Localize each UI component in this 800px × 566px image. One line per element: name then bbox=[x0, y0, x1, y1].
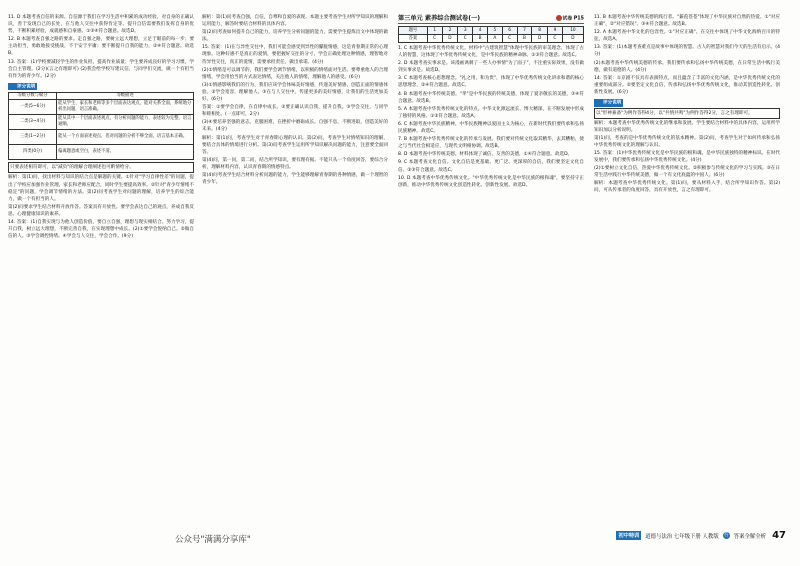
explanation-9: 9. C 本题考查文化自信。文化自信是更基础、更广泛、更深厚的自信，我们要坚定文化自信。②③符合题意。故选C。 bbox=[398, 160, 584, 173]
answer-15-part3: (3)①情感影响我们的行为，我们应该学会体味美好情感，传递美好情感，创造正面的情感体验。②学会宽容，理解他人。③在与人交往中，传递更多的美好情感，让我们的生活更加美好。(6分) bbox=[202, 82, 388, 103]
explanation-2: 2. D 本题考查实事求是。该漫画讽刺了一些人办事情"为了面子"，不注重实际效果，没有做到实事求是。故选D。 bbox=[398, 61, 584, 74]
explanation-13-part2: (2)本题考查中华传统美德的传承。我们要传承和弘扬中华传统美德，在日常生活中践行美德，做有道德的人。(4分) bbox=[594, 60, 780, 73]
column-1 bbox=[8, 14, 194, 484]
explanation-11: 11. B 本题考查中华传统美德的践行者。"蒹葭苍苍"体现了中华民族对自然的热爱。①"对应正确"，②"对应错误"。③④符合题意。故选B。 bbox=[594, 15, 780, 28]
unit-title: 第三单元 素养综合测试卷(一) bbox=[398, 15, 481, 22]
column-2 bbox=[202, 14, 388, 534]
answer-key-row bbox=[399, 35, 584, 43]
answer-15: 15. 答案：(1)在与异性交往中，我们可能会感受到异性的朦胧情感，这是青春期正常的心理现象。这种好感不是真正的爱情，要把握好交往的分寸，学会正确处理这种情感，理智地对待异性交往，真正的爱情，需要承担责任，做出承诺。(4分) bbox=[202, 45, 388, 65]
key-cell: B bbox=[517, 35, 532, 43]
key-cell: B bbox=[473, 35, 488, 43]
answer-15: 15. 答案：(1)中华优秀传统文化是中华民族的根和魂，是中华民族独特的精神标识。在时代发展中，我们要传承和弘扬中华优秀传统文化。(4分) bbox=[594, 151, 780, 164]
rubric-desc: 偏离题意或空白，表述不清。 bbox=[57, 145, 194, 160]
subject-label: 道德与法治 七年级下册 人教版 bbox=[645, 533, 719, 540]
key-cell: 5 bbox=[487, 27, 502, 35]
key-cell: 题号 bbox=[399, 27, 428, 35]
scoring-tag: 评分说明 bbox=[594, 99, 623, 107]
key-cell: 4 bbox=[473, 27, 488, 35]
column-3 bbox=[398, 14, 584, 534]
rubric-row bbox=[9, 145, 194, 160]
scoring-note: 只要表述相符即可，以"减负"的理解合理阐述也可酌情给分。 bbox=[8, 162, 194, 173]
explanation-10: 10. D 本题考查中华优秀传统文化。"中华优秀传统文化是中华民族的根和魂"，要坚持守正创新，推动中华优秀传统文化创造性转化、创新性发展。故选D。 bbox=[398, 175, 584, 188]
column-4 bbox=[594, 14, 780, 534]
unit-page-ref: 试卷 P15 bbox=[555, 15, 584, 23]
explanation-5: 5. A 本题考查中华优秀传统文化的特点。中华文化源远流长、博大精深，在不断发展中形成了独特的风格。①②符合题意。故选A。 bbox=[398, 106, 584, 119]
key-cell: 6 bbox=[502, 27, 517, 35]
rubric-level: 三类(1~2分) bbox=[9, 130, 57, 145]
key-cell: 3 bbox=[458, 27, 473, 35]
analysis-14-part2: 第(1)问，考查的是中华优秀传统文化的基本精神。第(2)问，考查学生对于如何传承和弘扬中华优秀传统文化的理解与认识。 bbox=[594, 135, 780, 148]
rubric-level: 四类(0分) bbox=[9, 145, 57, 160]
analysis-15-part3: 第(4)问考查学生结合材料分析问题的能力，学生能够理解青春期的各种情感，做一个理智的青少年。 bbox=[202, 172, 388, 186]
answer-15-part4: 答案：①要学会自律，在自律中成长。②要正确认识自我，提升自我。③学会交往，与同学和睦相处。(一点即可，2分) bbox=[202, 105, 388, 118]
explanation-1: 1. C 本题考查中华优秀传统文化。材料中"古建筑智慧"体现中华民族的审美理念，体现了古人的智慧，这体现了中华优秀传统文化，是中华民族的精神命脉。①③符合题意。故选C。 bbox=[398, 46, 584, 59]
rubric-table bbox=[8, 92, 194, 160]
explanation-4: 4. B 本题考查中华传统美德。"孝"是中华民族的传统美德，体现了爱亲敬长的美德，③④符合题意。故选B。 bbox=[398, 91, 584, 104]
page-dot-icon bbox=[556, 15, 562, 21]
book-label: 答案全解全析 bbox=[733, 533, 767, 540]
answer-13: 13. 答案：(1)学校要减轻学生的作业负担，提高作业质量；学生要养成良好的学习习惯，学会自主管理。(2分)(言之有理即可) (2)我会给学校写建议信，与同学们交流，做一个有担当有作为的青少年。(2分) bbox=[8, 59, 194, 79]
rubric-header-row bbox=[9, 93, 194, 100]
analysis-15: 解析：本题考查中华优秀传统文化。第(1)问，要从材料入手，结合所学知识作答。第(2)问，可从传承者的角度回答，具有开放性，言之有理即可。 bbox=[594, 181, 780, 194]
answer-14: 14. 答案：(1)自我实现与为他人创造价值，要自立自强，理想与现实相结合。努力学习，提升自我，树立远大理想，不断完善自我，在实现理想中成长。(2)①要学会悦纳自己。②做自信的人。③学会调控情绪。④学会与人交往，学会合作。(9分) bbox=[8, 220, 194, 240]
scoring-tag: 评分说明 bbox=[8, 83, 37, 91]
answer-icon: 答 bbox=[723, 532, 729, 538]
explanation-3: 3. C 本题考查核心思想理念。"礼之用，和为贵"，体现了中华优秀传统文化讲求和谐的核心思想理念，②④符合题意。故选C。 bbox=[398, 76, 584, 89]
analysis-13: 解析：第(1)问，找出材料与知识的结合点是解题的关键。①针对"学习自律性差"的问题，提出了学校应加强作业管理，家长和老师应配合，同时学生要提高效率。②针对"青少年情绪不稳定"的问题，学会调节情绪的方法。第(2)问考查学生对问题的理解，培养学生的综合能力，做一个有担当的人。 bbox=[8, 175, 194, 202]
answer-11: 11. D 本题考查自信的来源。自信源于我们在学习生活中积累的成功经验，对自身的正确认识，善于发现自己的长处，在与他人交往中获得肯定等。提升自信需要我们发挥自身的优势，不断积累经验，成就感和自豪感。①③④符合题意。故选D。 bbox=[8, 15, 194, 35]
answer-key-header-row bbox=[399, 27, 584, 35]
tag-bar-icon bbox=[10, 83, 16, 89]
answer-15-part2: (2)①情绪是可以调节的，我们要学会调节情绪，以积极的情绪面对生活。要尊重他人的合理情绪，学会用恰当的方式表达情绪，关注他人的情绪，理解他人的感受。(6分) bbox=[202, 67, 388, 80]
key-cell: D bbox=[562, 35, 583, 43]
rubric-row bbox=[9, 100, 194, 115]
series-badge: 初中特训 bbox=[618, 533, 640, 539]
key-cell: 10 bbox=[562, 27, 583, 35]
rubric-row bbox=[9, 130, 194, 145]
key-cell: C bbox=[427, 35, 442, 43]
analysis-15: 解析：第(1)问，考查学生对于青春期心理的认识。第(2)问，考查学生对情绪知识的理解，要结合具体的情境进行分析。第(3)问考查学生运用所学知识解决问题的能力，注意要全面回答。 bbox=[202, 135, 388, 155]
watermark-text: 公众号"满满分享库" bbox=[175, 535, 251, 545]
key-cell: 1 bbox=[427, 27, 442, 35]
key-cell: 7 bbox=[517, 27, 532, 35]
answer-15-part5: (3)④要培养坚强的意志，克服困难，在挫折中磨砺成长。自强不息，不断进取，创造美好的未来。(4分) bbox=[202, 120, 388, 133]
scoring-note: 以"形神兼备"为例作答得4分，以"共情共鸣"为例作答得2分，言之有理即可。 bbox=[594, 108, 780, 119]
explanation-14: 14. 答案：①京剧不仅具有表演特点，而且蕴含了丰富的文化内涵，是中华优秀传统文化的重要组成部分。②要坚定文化自信，传承和弘扬中华优秀传统文化，推动其创造性转化、创新性发展。(6分) bbox=[594, 75, 780, 95]
page-footer bbox=[616, 530, 786, 541]
analysis-13-part2: 第(2)问要求学生结合材料开放作答。答案具有开放性。要学会表达自己的观点，养成自我反思、心理健康知识的素养。 bbox=[8, 204, 194, 217]
rubric-desc: 能从学生、家长和老师等多个层面表达观点，能对关系全面，系统地分析出问题，语言准确。 bbox=[57, 100, 194, 115]
rubric-desc: 能从其中一个层面表述观点，有分析问题的能力，表述较为完整，语言通顺。 bbox=[57, 115, 194, 130]
key-cell: 答案 bbox=[399, 35, 428, 43]
rubric-row bbox=[9, 115, 194, 130]
key-cell: D bbox=[532, 35, 548, 43]
explanation-12: 12. A 本题考查中华文化的包容性。①"对应正确"。在交往中体现了中华文化海纳百川的特征，故选A。 bbox=[594, 30, 780, 43]
analysis-14: 解析：第(1)问考查自强，自信，自尊和自爱的表现。本题主要考查学生对所学知识的理解和运用能力，解答时要结合材料的具体内容。 bbox=[202, 15, 388, 28]
answer-15-part2: (2)①要树立文化自信，热爱中华优秀传统文化。②积极参与传统文化的学习与实践。③在日常生活中践行中华传统美德，做一个有文化底蕴的中国人。(6分) bbox=[594, 166, 780, 179]
rubric-desc: 能从一个方面表述观点，但对问题的分析不够全面，语言基本正确。 bbox=[57, 130, 194, 145]
rubric-level: 二类(3~4分) bbox=[9, 115, 57, 130]
tag-bar-icon bbox=[596, 99, 602, 105]
rubric-level: 一类(5~6分) bbox=[9, 100, 57, 115]
explanation-6: 6. C 本题考查中华民族精神。中华民族精神以爱国主义为核心，在新时代我们要传承和弘扬民族精神。故选C。 bbox=[398, 121, 584, 135]
rubric-header-cell: 等级分数与赋分 bbox=[9, 93, 57, 100]
rubric-header-cell: 等级描述 bbox=[57, 93, 194, 100]
key-cell: 8 bbox=[532, 27, 548, 35]
key-cell: D bbox=[442, 35, 458, 43]
analysis-14-part2: 第(2)问考查如何提升自己的能力，培养学生分析问题的能力，需要学生提炼出文中体现的做法。 bbox=[202, 30, 388, 43]
key-cell: C bbox=[547, 35, 562, 43]
answer-key-table bbox=[398, 26, 584, 43]
unit-header bbox=[398, 14, 584, 24]
key-cell: 9 bbox=[547, 27, 562, 35]
analysis-15-part2: 第(4)问，第一问，第二问，结合所学知识，要有理有据。不能只从一个角度回答，要综合分析，理解材料内容，认识青春期的情感特点。 bbox=[202, 157, 388, 170]
explanation-7: 7. B 本题考查中华优秀传统文化的传承与发展。我们要对传统文化取其精华，去其糟粕，使之与当代社会相适应，与现代文明相协调。故选B。 bbox=[398, 137, 584, 150]
analysis-14: 解析：本题考查中华优秀传统文化的继承和发展。学生要结合材料中的具体内容，运用所学知识加以分析说明。 bbox=[594, 120, 780, 133]
key-cell: A bbox=[487, 35, 502, 43]
answer-12: 12. B 本题考查自强之路的要求。走自强之路，要树立远大理想，立足于眼前的每一步；要主动担当，勇敢地接受挑战，不于安于平庸；要不断提升自我的能力，②④符合题意。故选B。 bbox=[8, 37, 194, 57]
key-cell: 2 bbox=[442, 27, 458, 35]
key-cell: C bbox=[458, 35, 473, 43]
page-number: 47 bbox=[772, 530, 786, 541]
key-cell: C bbox=[502, 35, 517, 43]
explanation-13: 13. 答案：(1)本题考查难点是故事中体现的智慧。古人的智慧对我们今天的生活有启示。(4分) bbox=[594, 45, 780, 58]
explanation-8: 8. D 本题考查中华传统美德。材料体现了诚信、友善的美德，①④符合题意。故选D。 bbox=[398, 152, 573, 158]
